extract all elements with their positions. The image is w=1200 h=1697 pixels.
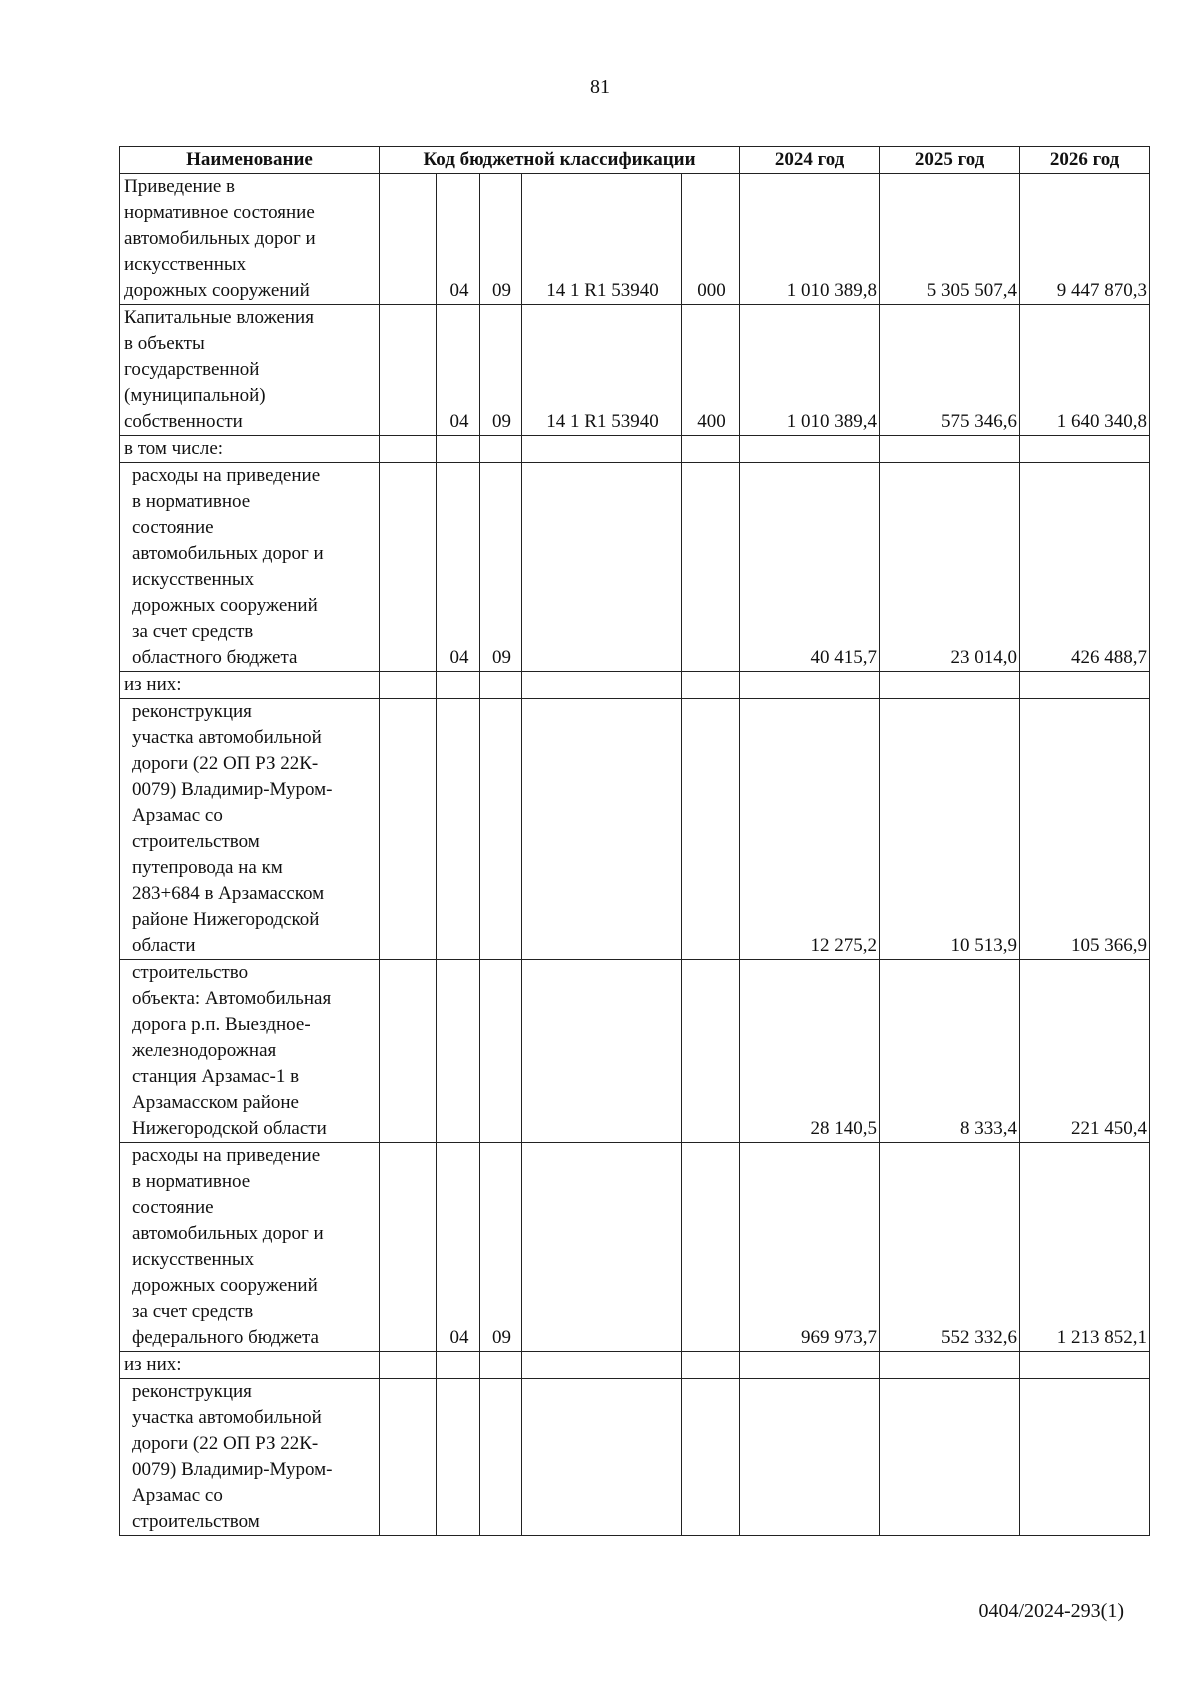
code-cell [480,1352,522,1379]
value-2025: 23 014,0 [880,463,1020,672]
code-cell: 04 [437,305,480,436]
value-2026 [1020,1352,1150,1379]
header-code: Код бюджетной классификации [380,147,740,174]
value-2026: 105 366,9 [1020,699,1150,960]
value-2025: 552 332,6 [880,1143,1020,1352]
value-2024: 969 973,7 [740,1143,880,1352]
code-cell: 04 [437,174,480,305]
value-2024 [740,1379,880,1536]
row-name: из них: [120,1352,380,1379]
value-2026 [1020,672,1150,699]
code-cell [682,1352,740,1379]
code-cell [437,960,480,1143]
value-2026: 426 488,7 [1020,463,1150,672]
code-cell [682,1143,740,1352]
header-2024: 2024 год [740,147,880,174]
value-2024 [740,672,880,699]
code-cell [380,1352,437,1379]
code-cell [437,436,480,463]
code-cell [437,1352,480,1379]
header-2026: 2026 год [1020,147,1150,174]
value-2025: 575 346,6 [880,305,1020,436]
code-cell: 09 [480,305,522,436]
table-row [120,305,1150,436]
document-number: 0404/2024-293(1) [978,1600,1124,1622]
code-cell: 000 [682,174,740,305]
code-cell [480,699,522,960]
value-2025 [880,436,1020,463]
code-cell [682,436,740,463]
code-cell [437,672,480,699]
code-cell [522,436,682,463]
value-2025 [880,672,1020,699]
row-name: строительство объекта: Автомобильная дорога р.п. Выездное- железнодорожная станция Арзамас-1 в Арзамасском районе Нижегородской области [120,960,380,1143]
code-cell [682,1379,740,1536]
table-row [120,463,1150,672]
code-cell [380,960,437,1143]
value-2026 [1020,436,1150,463]
code-cell [522,960,682,1143]
value-2024: 28 140,5 [740,960,880,1143]
row-name: реконструкция участка автомобильной дороги (22 ОП РЗ 22К- 0079) Владимир-Муром- Арзамас со строительством [120,1379,380,1536]
code-cell: 09 [480,1143,522,1352]
code-cell [437,1379,480,1536]
table-row [120,672,1150,699]
table-row [120,699,1150,960]
code-cell [480,672,522,699]
code-cell: 14 1 R1 53940 [522,174,682,305]
value-2024: 12 275,2 [740,699,880,960]
row-name: реконструкция участка автомобильной дороги (22 ОП РЗ 22К- 0079) Владимир-Муром- Арзамас со строительством путепровода на км 283+684 в Арзамасском районе Нижегородской области [120,699,380,960]
code-cell [380,1143,437,1352]
value-2024: 1 010 389,4 [740,305,880,436]
value-2026: 1 213 852,1 [1020,1143,1150,1352]
code-cell [522,1379,682,1536]
value-2026: 221 450,4 [1020,960,1150,1143]
value-2026: 1 640 340,8 [1020,305,1150,436]
code-cell [480,960,522,1143]
table-row [120,960,1150,1143]
code-cell [522,1143,682,1352]
budget-table [119,146,1150,1536]
code-cell: 400 [682,305,740,436]
code-cell [380,699,437,960]
code-cell [380,1379,437,1536]
value-2025 [880,1379,1020,1536]
row-name: Приведение в нормативное состояние автомобильных дорог и искусственных дорожных сооружений [120,174,380,305]
code-cell [480,436,522,463]
code-cell [522,672,682,699]
code-cell: 09 [480,463,522,672]
table-header-row [120,147,1150,174]
page-number: 81 [590,76,610,98]
value-2024: 1 010 389,8 [740,174,880,305]
code-cell [682,960,740,1143]
value-2025: 5 305 507,4 [880,174,1020,305]
value-2025: 10 513,9 [880,699,1020,960]
code-cell [380,672,437,699]
row-name: Капитальные вложения в объекты государственной (муниципальной) собственности [120,305,380,436]
code-cell [380,174,437,305]
code-cell: 04 [437,463,480,672]
code-cell [682,463,740,672]
code-cell [522,699,682,960]
table-row [120,174,1150,305]
value-2024 [740,436,880,463]
code-cell: 14 1 R1 53940 [522,305,682,436]
value-2025: 8 333,4 [880,960,1020,1143]
header-name: Наименование [120,147,380,174]
table-row [120,1143,1150,1352]
header-2025: 2025 год [880,147,1020,174]
value-2024 [740,1352,880,1379]
code-cell [380,463,437,672]
value-2026: 9 447 870,3 [1020,174,1150,305]
row-name: в том числе: [120,436,380,463]
code-cell: 09 [480,174,522,305]
code-cell [522,1352,682,1379]
code-cell [480,1379,522,1536]
code-cell [682,672,740,699]
value-2025 [880,1352,1020,1379]
row-name: расходы на приведение в нормативное состояние автомобильных дорог и искусственных дорожных сооружений за счет средств федерального бюджета [120,1143,380,1352]
table-row [120,1352,1150,1379]
table-row [120,436,1150,463]
value-2026 [1020,1379,1150,1536]
code-cell [682,699,740,960]
table-row [120,1379,1150,1536]
code-cell [437,699,480,960]
value-2024: 40 415,7 [740,463,880,672]
code-cell [380,436,437,463]
row-name: из них: [120,672,380,699]
code-cell [522,463,682,672]
code-cell [380,305,437,436]
row-name: расходы на приведение в нормативное состояние автомобильных дорог и искусственных дорожных сооружений за счет средств областного бюджета [120,463,380,672]
code-cell: 04 [437,1143,480,1352]
